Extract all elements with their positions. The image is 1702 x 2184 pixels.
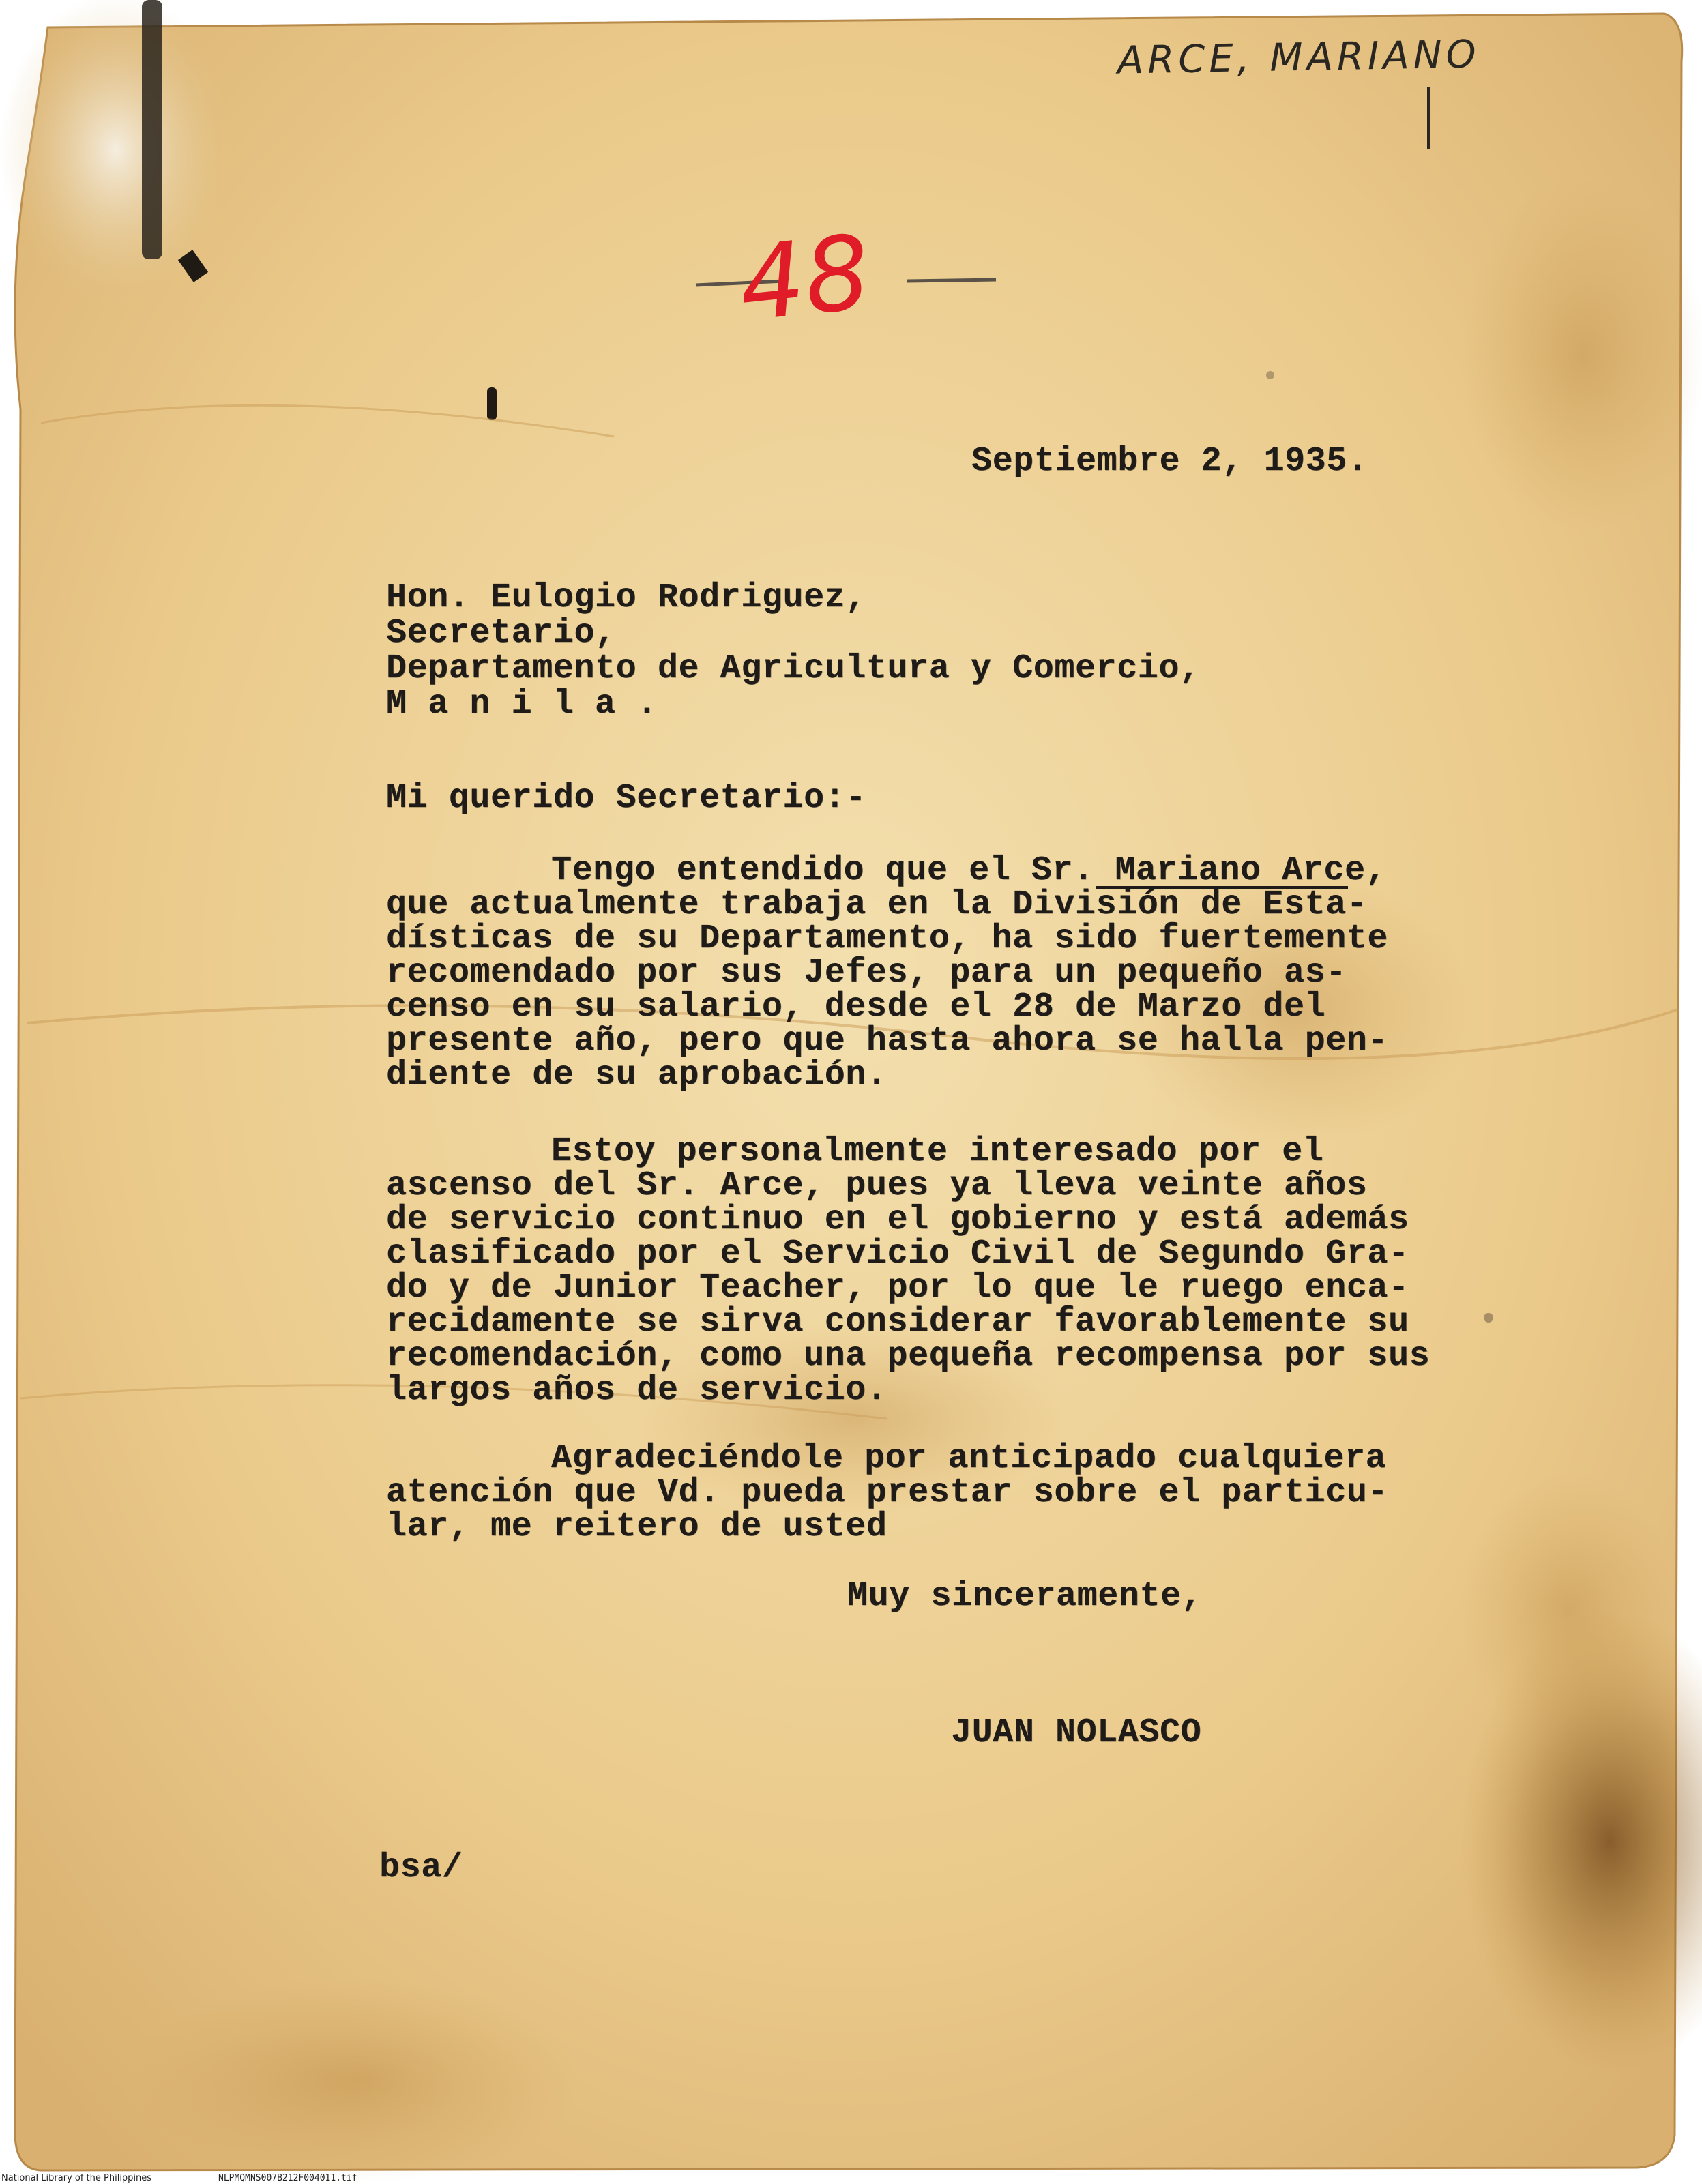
name-underline — [1096, 884, 1355, 891]
address-line: Hon. Eulogio Rodriguez, — [386, 578, 866, 617]
typist-initials: bsa/ — [379, 1848, 463, 1887]
paragraph-line: Estoy personalmente interesado por el — [551, 1132, 1324, 1171]
paragraph-line: presente año, pero que hasta ahora se halla pen- — [386, 1022, 1389, 1061]
address-line: Secretario, — [386, 614, 616, 653]
footer-file-id: NLPMQMNS007B212F004011.tif — [218, 2173, 357, 2183]
address-line: M a n i l a . — [386, 685, 658, 724]
paragraph-3 — [386, 1439, 1478, 1551]
letter-date: Septiembre 2, 1935. — [971, 442, 1368, 481]
paragraph-line: que actualmente trabaja en la División de Esta- — [386, 885, 1368, 924]
salutation: Mi querido Secretario:- — [386, 779, 866, 818]
paragraph-line — [551, 851, 1387, 890]
paragraph-line: largos años de servicio. — [386, 1371, 887, 1410]
paragraph-line: do y de Junior Teacher, por lo que le ruego enca- — [386, 1269, 1409, 1308]
paragraph-line: recomendado por sus Jefes, para un pequeño as- — [386, 954, 1347, 992]
paragraph-line: censo en su salario, desde el 28 de Marzo del — [386, 988, 1326, 1027]
paragraph-line: de servicio continuo en el gobierno y está además — [386, 1200, 1409, 1239]
paragraph-line: Agradeciéndole por anticipado cualquiera — [551, 1439, 1387, 1478]
paragraph-line: recidamente se sirva considerar favorablemente su — [386, 1303, 1409, 1342]
signature-name: JUAN NOLASCO — [951, 1713, 1202, 1752]
paragraph-line-text: Tengo entendido que el Sr. Mariano Arce, — [551, 851, 1387, 890]
paragraph-line: diente de su aprobación. — [386, 1056, 887, 1095]
address-block — [386, 578, 1341, 724]
address-line: Departamento de Agricultura y Comercio, — [386, 649, 1201, 688]
paragraph-line: clasificado por el Servicio Civil de Segundo Gra- — [386, 1235, 1409, 1273]
paragraph-line: recomendación, como una pequeña recompensa por sus — [386, 1337, 1430, 1376]
handwritten-name: ARCE, MARIANO — [1117, 32, 1481, 83]
paragraph-line: dísticas de su Departamento, ha sido fuertemente — [386, 919, 1389, 958]
footer-institution: National Library of the Philippines — [1, 2173, 152, 2183]
red-number: 48 — [733, 213, 876, 345]
paragraph-1 — [386, 851, 1478, 1106]
paragraph-2 — [386, 1132, 1478, 1415]
closing: Muy sinceramente, — [847, 1577, 1203, 1616]
paragraph-line: atención que Vd. pueda prestar sobre el particu- — [386, 1473, 1389, 1512]
paragraph-line: lar, me reitero de usted — [386, 1507, 887, 1546]
paragraph-line: ascenso del Sr. Arce, pues ya lleva veinte años — [386, 1166, 1368, 1205]
